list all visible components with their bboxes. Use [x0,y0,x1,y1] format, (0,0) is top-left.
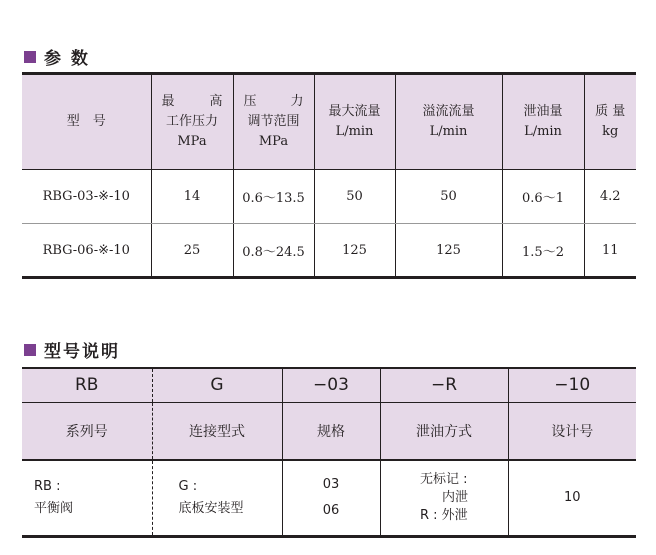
label-connection: 连接型式 [152,402,282,460]
cell-overflow: 50 [395,170,502,224]
cell-mass: 4.2 [584,170,636,224]
header-model: 型 号 [22,74,151,170]
header-drain: 泄油量 L/min [502,74,584,170]
code-size: −03 [282,368,380,402]
header-mass: 质 量 kg [584,74,636,170]
cell-drain: 0.6～1 [502,170,584,224]
model-value-row [22,460,636,536]
cell-mass: 11 [584,224,636,278]
code-connection: G [152,368,282,402]
cell-model: RBG-06-※-10 [22,224,151,278]
section-title-params [24,44,90,69]
value-connection: G : 底板安装型 [152,460,282,536]
value-drain: 无标记 : 内泄 R : 外泄 [380,460,508,536]
cell-max-pressure: 14 [151,170,233,224]
section-title-model [24,337,120,362]
model-label-row [22,402,636,460]
model-code-row [22,368,636,402]
table-row [22,224,636,278]
code-design: −10 [508,368,636,402]
header-adjust-range: 压 力 调节范围 MPa [233,74,314,170]
cell-overflow: 125 [395,224,502,278]
label-size: 规格 [282,402,380,460]
params-header-row [22,74,636,170]
params-table [22,72,636,279]
header-overflow: 溢流流量 L/min [395,74,502,170]
cell-max-flow: 50 [314,170,395,224]
value-series: RB : 平衡阀 [22,460,152,536]
label-design: 设计号 [508,402,636,460]
code-drain: −R [380,368,508,402]
section-title-text: 参 数 [44,49,90,69]
code-series: RB [22,368,152,402]
cell-drain: 1.5～2 [502,224,584,278]
header-max-flow: 最大流量 L/min [314,74,395,170]
square-bullet-icon [24,344,36,356]
model-description-table [22,367,636,538]
section-title-text: 型号说明 [44,342,120,362]
cell-max-flow: 125 [314,224,395,278]
label-series: 系列号 [22,402,152,460]
header-max-pressure: 最 高 工作压力 MPa [151,74,233,170]
value-size: 03 06 [282,460,380,536]
cell-adjust-range: 0.8～24.5 [233,224,314,278]
cell-model: RBG-03-※-10 [22,170,151,224]
value-design: 10 [508,460,636,536]
cell-adjust-range: 0.6～13.5 [233,170,314,224]
square-bullet-icon [24,51,36,63]
cell-max-pressure: 25 [151,224,233,278]
table-row [22,170,636,224]
label-drain: 泄油方式 [380,402,508,460]
